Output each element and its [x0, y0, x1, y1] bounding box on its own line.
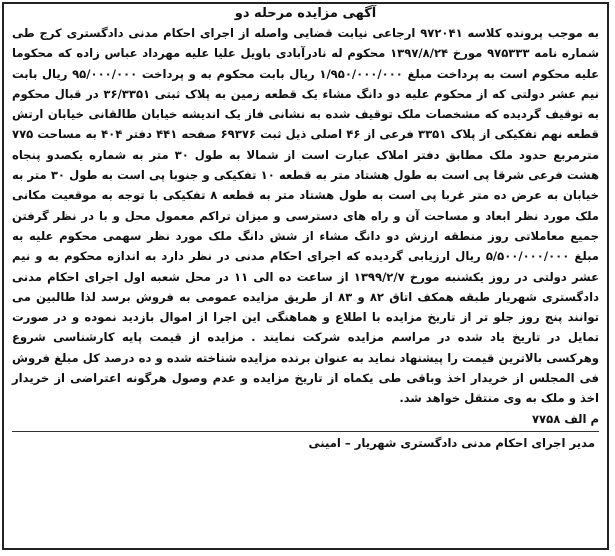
notice-title: آگهی مزایده مرحله دو [234, 6, 377, 21]
notice-box [2, 2, 609, 550]
notice-signature: مدیر اجرای احکام مدنی دادگستری شهریار – امینی [308, 435, 595, 450]
divider [12, 431, 599, 432]
notice-body: به موجب پرونده کلاسه ۹۷۲۰۴۱ ارجاعی نیابت قضایی واصله از اجرای احکام مدنی دادگستری کرج طی شماره نامه ۹۷۵۳۳۳ مورخ ۱۳۹۷/۸/۲۴ محکوم له نادرآبادی باویل علیا علیه مهرداد عباس زاده که محکوما علیه محکوم است به پرداخت مبلغ ۱/۹۵۰/۰۰۰/۰۰۰ ریال بابت محکوم به و پرداخت ۹۵/۰۰۰/۰۰۰ ریال بابت نیم عشر دولتی که از محکوم علیه دو دانگ مشاء یک قطعه زمین به پلاک ثبتی ۳۶/۳۳۵۱ در قبال محکوم به توقیف گردیده که مشخصات ملک توقیف شده به نشانی فاز یک اندیشه خیابان طالقانی خیابان ارتش قطعه نهم تفکیکی از پلاک ۳۳۵۱ فرعی از ۴۶ اصلی ذیل ثبت ۶۹۳۷۶ صفحه ۴۴۱ دفتر ۴۰۴ به مساحت ۷۷۵ مترمربع حدود ملک مطابق دفتر املاک عبارت است از شمالا به طول ۳۰ متر به شماره یکصدو پنجاه هشت فرعی شرقا پی است به طول هشتاد متر به قطعه ۱۰ تفکیکی و جنوبا پی است به طول ۳۰ متر به خیابان به عرض ده متر غربا پی است به طول هشتاد متر به قطعه ۸ تفکیکی با توجه به موقعیت مکانی ملک مورد نظر ابعاد و مساحت آن و راه های دسترسی و میزان تراکم معمول محل و با در نظر گرفتن جمیع معاملاتی روز منطقه ارزش دو دانگ مشاء از شش دانگ ملک مورد نظر سهمی محکوم علیه به مبلغ ۵/۵۰۰/۰۰۰/۰۰۰ ریال ارزیابی گردیده که اجرای احکام مدنی در نظر دارد به اندازه محکوم به و نیم عشر دولتی در روز یکشنبه مورخ ۱۳۹۹/۲/۷ از ساعت ده الی ۱۱ در محل شعبه اول اجرای احکام مدنی دادگستری شهریار طبقه همکف اتاق ۸۲ و ۸۳ از طریق مزایده عمومی به فروش برسد لذا طالبین می توانند پنج روز جلو تر از تاریخ مزایده با اطلاع و هماهنگی این اجرا از اموال بازدید نموده و در صورت تمایل در تاریخ یاد شده در مراسم مزایده شرکت نمایند . مزایده از قیمت پایه کارشناسی شروع وهرکسی بالاترین قیمت را پیشنهاد نماید به عنوان برنده مزایده شناخته شده و ده درصد کل مبلغ فروش فی المجلس از خریدار اخذ وباقی طی یکماه از تاریخ مزایده و عدم وصول هرگونه اعتراضی از خریدار اخذ و ملک به وی منتقل خواهد شد. [12, 26, 600, 406]
notice-code: م الف ۷۷۵۸ [531, 411, 599, 426]
